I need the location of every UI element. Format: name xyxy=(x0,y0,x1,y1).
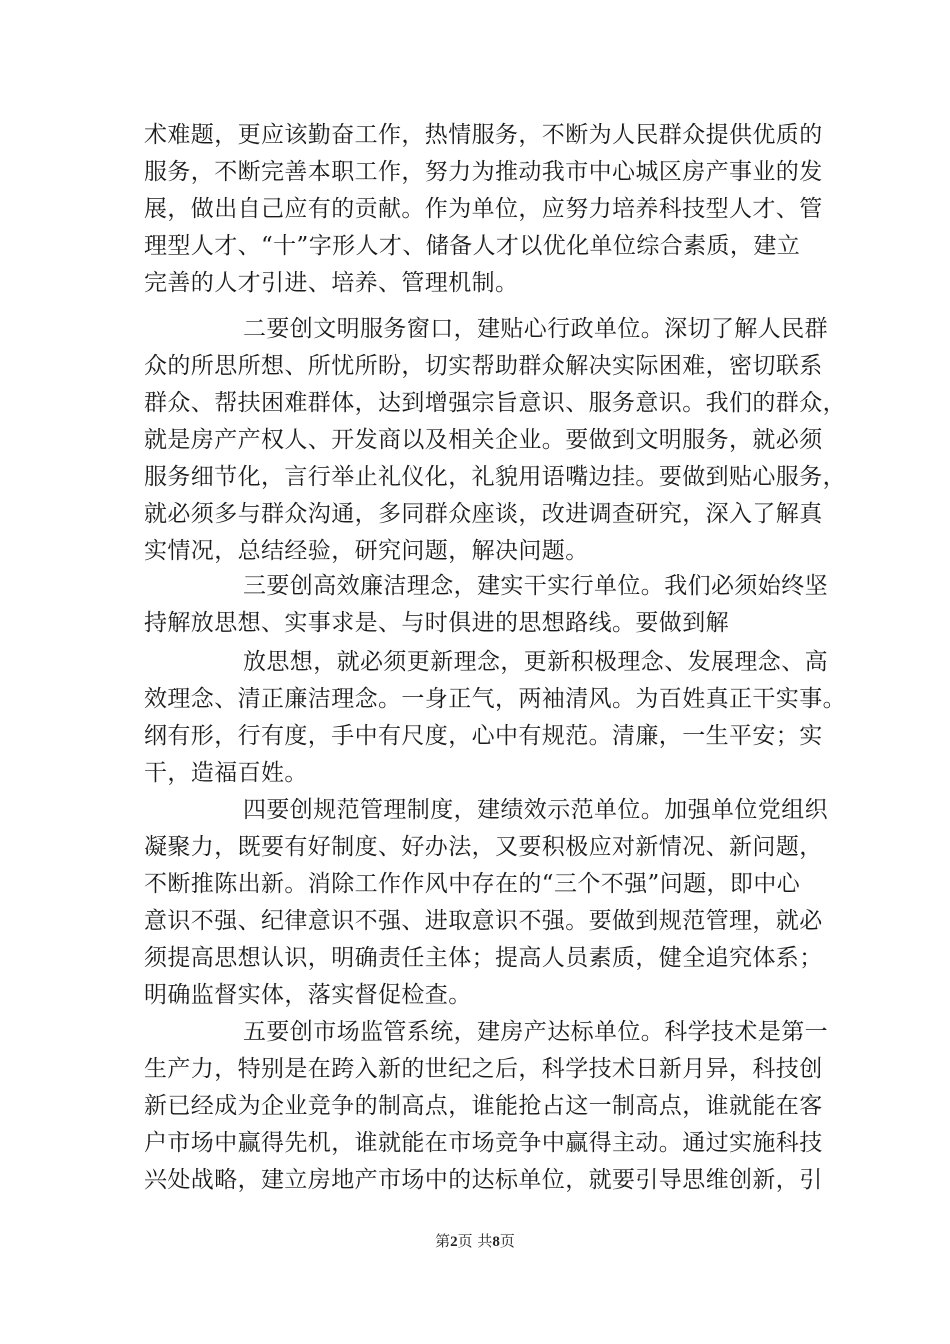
text-line: 明确监督实体，落实督促检查。 xyxy=(144,982,472,1008)
text-line: 展，做出自己应有的贡献。作为单位，应努力培养科技型人才、管 xyxy=(144,196,823,222)
text-line: 服务细节化，言行举止礼仪化，礼貌用语嘴边挂。要做到贴心服务， xyxy=(144,464,846,490)
paragraph-start-line: 五要创市场监管系统，建房产达标单位。科学技术是第一 xyxy=(243,1019,828,1045)
text-line: 术难题，更应该勤奋工作，热情服务，不断为人民群众提供优质的 xyxy=(144,122,823,148)
text-line: 理型人才、“十”字形人才、储备人才以优化单位综合素质，建立 xyxy=(144,233,801,259)
footer-suffix: 页 xyxy=(499,1232,515,1250)
text-line: 新已经成为企业竞争的制高点，谁能抢占这一制高点，谁就能在客 xyxy=(144,1093,823,1119)
text-line: 完善的人才引进、培养、管理机制。 xyxy=(144,270,519,296)
footer-prefix: 第 xyxy=(435,1232,451,1250)
text-line: 须提高思想认识，明确责任主体；提高人员素质，健全追究体系； xyxy=(144,945,823,971)
text-line: 生产力，特别是在跨入新的世纪之后，科学技术日新月异，科技创 xyxy=(144,1056,823,1082)
text-line: 不断推陈出新。消除工作作风中存在的“三个不强”问题，即中心 xyxy=(144,871,801,897)
text-line: 众的所思所想、所忧所盼，切实帮助群众解决实际困难，密切联系 xyxy=(144,353,823,379)
text-line: 意识不强、纪律意识不强、进取意识不强。要做到规范管理，就必 xyxy=(144,908,823,934)
footer-middle: 页 共 xyxy=(457,1232,493,1250)
text-line: 就是房产产权人、开发商以及相关企业。要做到文明服务，就必须 xyxy=(144,427,823,453)
text-line: 户市场中赢得先机，谁就能在市场竞争中赢得主动。通过实施科技 xyxy=(144,1130,823,1156)
current-page-number: 2 xyxy=(450,1234,458,1250)
page-footer xyxy=(0,1231,950,1252)
text-line: 干，造福百姓。 xyxy=(144,760,308,786)
paragraph-start-line: 三要创高效廉洁理念，建实干实行单位。我们必须始终坚 xyxy=(243,573,828,599)
paragraph-start-line: 四要创规范管理制度，建绩效示范单位。加强单位党组织 xyxy=(243,797,828,823)
text-line: 持解放思想、实事求是、与时俱进的思想路线。要做到解 xyxy=(144,610,729,636)
text-line: 服务，不断完善本职工作，努力为推动我市中心城区房产事业的发 xyxy=(144,159,823,185)
text-line: 兴处战略，建立房地产市场中的达标单位，就要引导思维创新，引 xyxy=(144,1167,823,1193)
text-line: 就必须多与群众沟通，多同群众座谈，改进调查研究，深入了解真 xyxy=(144,501,823,527)
text-line: 纲有形，行有度，手中有尺度，心中有规范。清廉，一生平安；实 xyxy=(144,723,823,749)
text-line: 实情况，总结经验，研究问题，解决问题。 xyxy=(144,538,589,564)
paragraph-start-line: 放思想，就必须更新理念，更新积极理念、发展理念、高 xyxy=(243,649,828,675)
text-line: 群众、帮扶困难群体，达到增强宗旨意识、服务意识。我们的群众， xyxy=(144,390,846,416)
text-line: 凝聚力，既要有好制度、好办法，又要积极应对新情况、新问题， xyxy=(144,834,823,860)
total-page-number: 8 xyxy=(492,1234,500,1250)
text-line: 效理念、清正廉洁理念。一身正气，两袖清风。为百姓真正干实事。 xyxy=(144,686,846,712)
paragraph-start-line: 二要创文明服务窗口，建贴心行政单位。深切了解人民群 xyxy=(243,316,828,342)
